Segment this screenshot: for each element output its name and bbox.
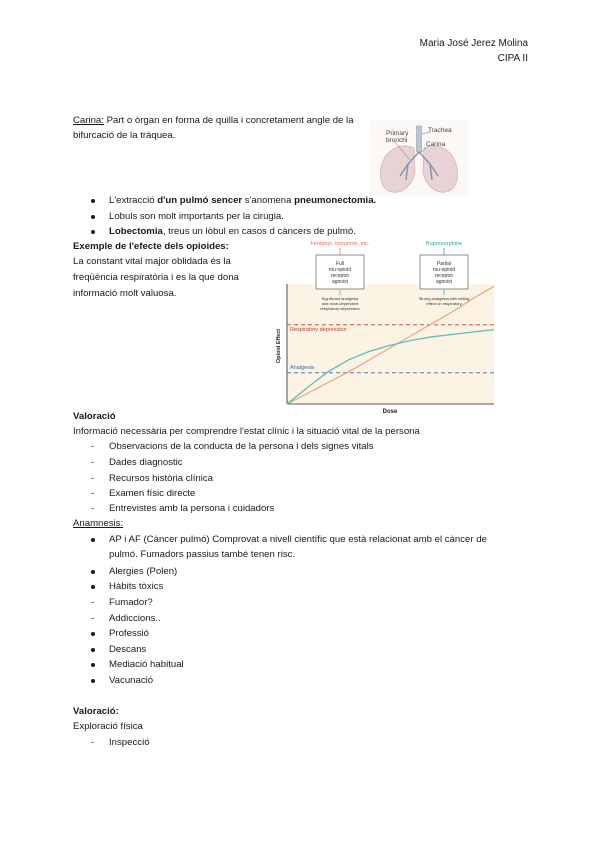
left-box-text: Full mu-opioid receptor agonist [329,261,351,285]
anamnesis-addiccions: Addiccions.. [109,613,161,624]
anamnesis-habits: Hàbits tòxics [109,581,164,592]
valoracio-item-3: Recursos història clínica [109,473,213,484]
b1-bold2: pneumonectomia. [294,195,377,206]
valoracio-item-4: Examen físic directe [109,488,196,499]
valoracio-item-2: Dades diagnostic [109,457,183,468]
carina-line-1 [73,115,354,127]
anamnesis-descans: Descans [109,644,147,655]
opioids-p3: informació molt valuosa. [73,288,177,299]
label-primary: Primary [386,130,409,137]
bullet-lobuls: Lobuls son molt importants per la cirugia. [109,211,284,222]
anamnesis-professio: Professió [109,628,149,639]
b1-mid: s'anomena [242,195,295,206]
bullet-dot [91,199,95,203]
bullet-dot [91,663,95,667]
valoracio-intro: Informació necessària per comprendre l'estat clínic i la situació vital de la persona [73,426,420,437]
bullet-dot [91,679,95,683]
anamnesis-heading-text: Anamnesis: [73,518,124,529]
lung-diagram [370,120,468,196]
lung-figure [370,120,468,196]
label-trachea: Trachea [428,127,452,134]
valoracio2-sub: Exploració física [73,721,143,732]
label-bronchi: bronchi [386,137,408,144]
bullet-pneumonectomia [109,195,376,207]
anamnesis-ap-line-2: pulmó. Fumadors passius també tenen risc. [109,549,296,560]
carina-line-2: bifurcació de la tràquea. [73,130,176,141]
anamnesis-ap-line-1: AP i AF (Càncer pulmó) Comprovat a nivell científic que està relacionat amb el càncer de [109,534,487,545]
right-box-text: Partial mu-opioid receptor agonist [433,261,455,285]
anamnesis-vacunacio: Vacunació [109,675,154,686]
dash-marker: - [91,613,95,624]
opioids-p1: La constant vital major oblidada és la [73,256,231,267]
b1-bold: d'un pulmó sencer [157,195,243,206]
opioids-heading: Exemple de l'efecte dels opioides: [73,241,229,252]
carina-definition: Part o òrgan en forma de quilla i concretament angle de la [103,115,354,126]
dash-marker: - [91,597,95,608]
bullet-dot [91,230,95,234]
bullet-dot [91,538,95,542]
trachea [417,126,422,152]
carina-term: Carina: [73,115,104,126]
x-axis-label: Dose [382,409,398,415]
b3-rest: , treus un lòbul en casos d càncers de pulmó. [162,226,356,237]
y-axis-label: Opioid Effect [276,328,282,364]
right-note: Strong analgesia with ceiling effect on respiratory [418,296,470,306]
anamnesis-mediacio: Mediació habitual [109,659,184,670]
anamnesis-fumador: Fumador? [109,597,153,608]
left-note: Significant analgesia and dose-dependent respiratory depression [320,296,360,311]
left-drug-label: Fentanyl, morphine, etc. [310,241,370,247]
b1-pre: L'extracció [109,195,158,206]
dash-marker: - [91,503,95,514]
bullet-dot [91,585,95,589]
author-name: Maria José Jerez Molina [419,38,528,49]
label-analgesia: Analgesia [290,365,315,371]
valoracio2-item: Inspecció [109,737,150,748]
anamnesis-alergies: Alergies (Polen) [109,566,178,577]
anamnesis-heading [73,518,123,530]
right-drug-label: Buprenorphine [425,241,463,247]
dash-marker: - [91,441,95,452]
bullet-dot [91,215,95,219]
opioids-p2: freqüència respiratòria i es la que dona [73,272,239,283]
opioid-chart [270,238,514,416]
course-name: CIPA II [497,53,528,64]
valoracio-heading: Valoració [73,411,116,422]
bullet-lobectomia [109,226,356,238]
dash-marker: - [91,737,95,748]
valoracio2-heading: Valoració: [73,706,119,717]
bullet-dot [91,632,95,636]
plot-background [287,284,494,404]
dash-marker: - [91,457,95,468]
valoracio-item-1: Observacions de la conducta de la persona i dels signes vitals [109,441,374,452]
bullet-dot [91,570,95,574]
label-respiratory-depression: Respiratory depression [290,327,347,333]
bullet-dot [91,648,95,652]
label-carina: Carina [426,141,446,148]
b3-bold: Lobectomia [109,226,163,237]
dash-marker: - [91,488,95,499]
valoracio-item-5: Entrevistes amb la persona i cuidadors [109,503,275,514]
dash-marker: - [91,473,95,484]
opioid-chart-svg [270,238,514,416]
